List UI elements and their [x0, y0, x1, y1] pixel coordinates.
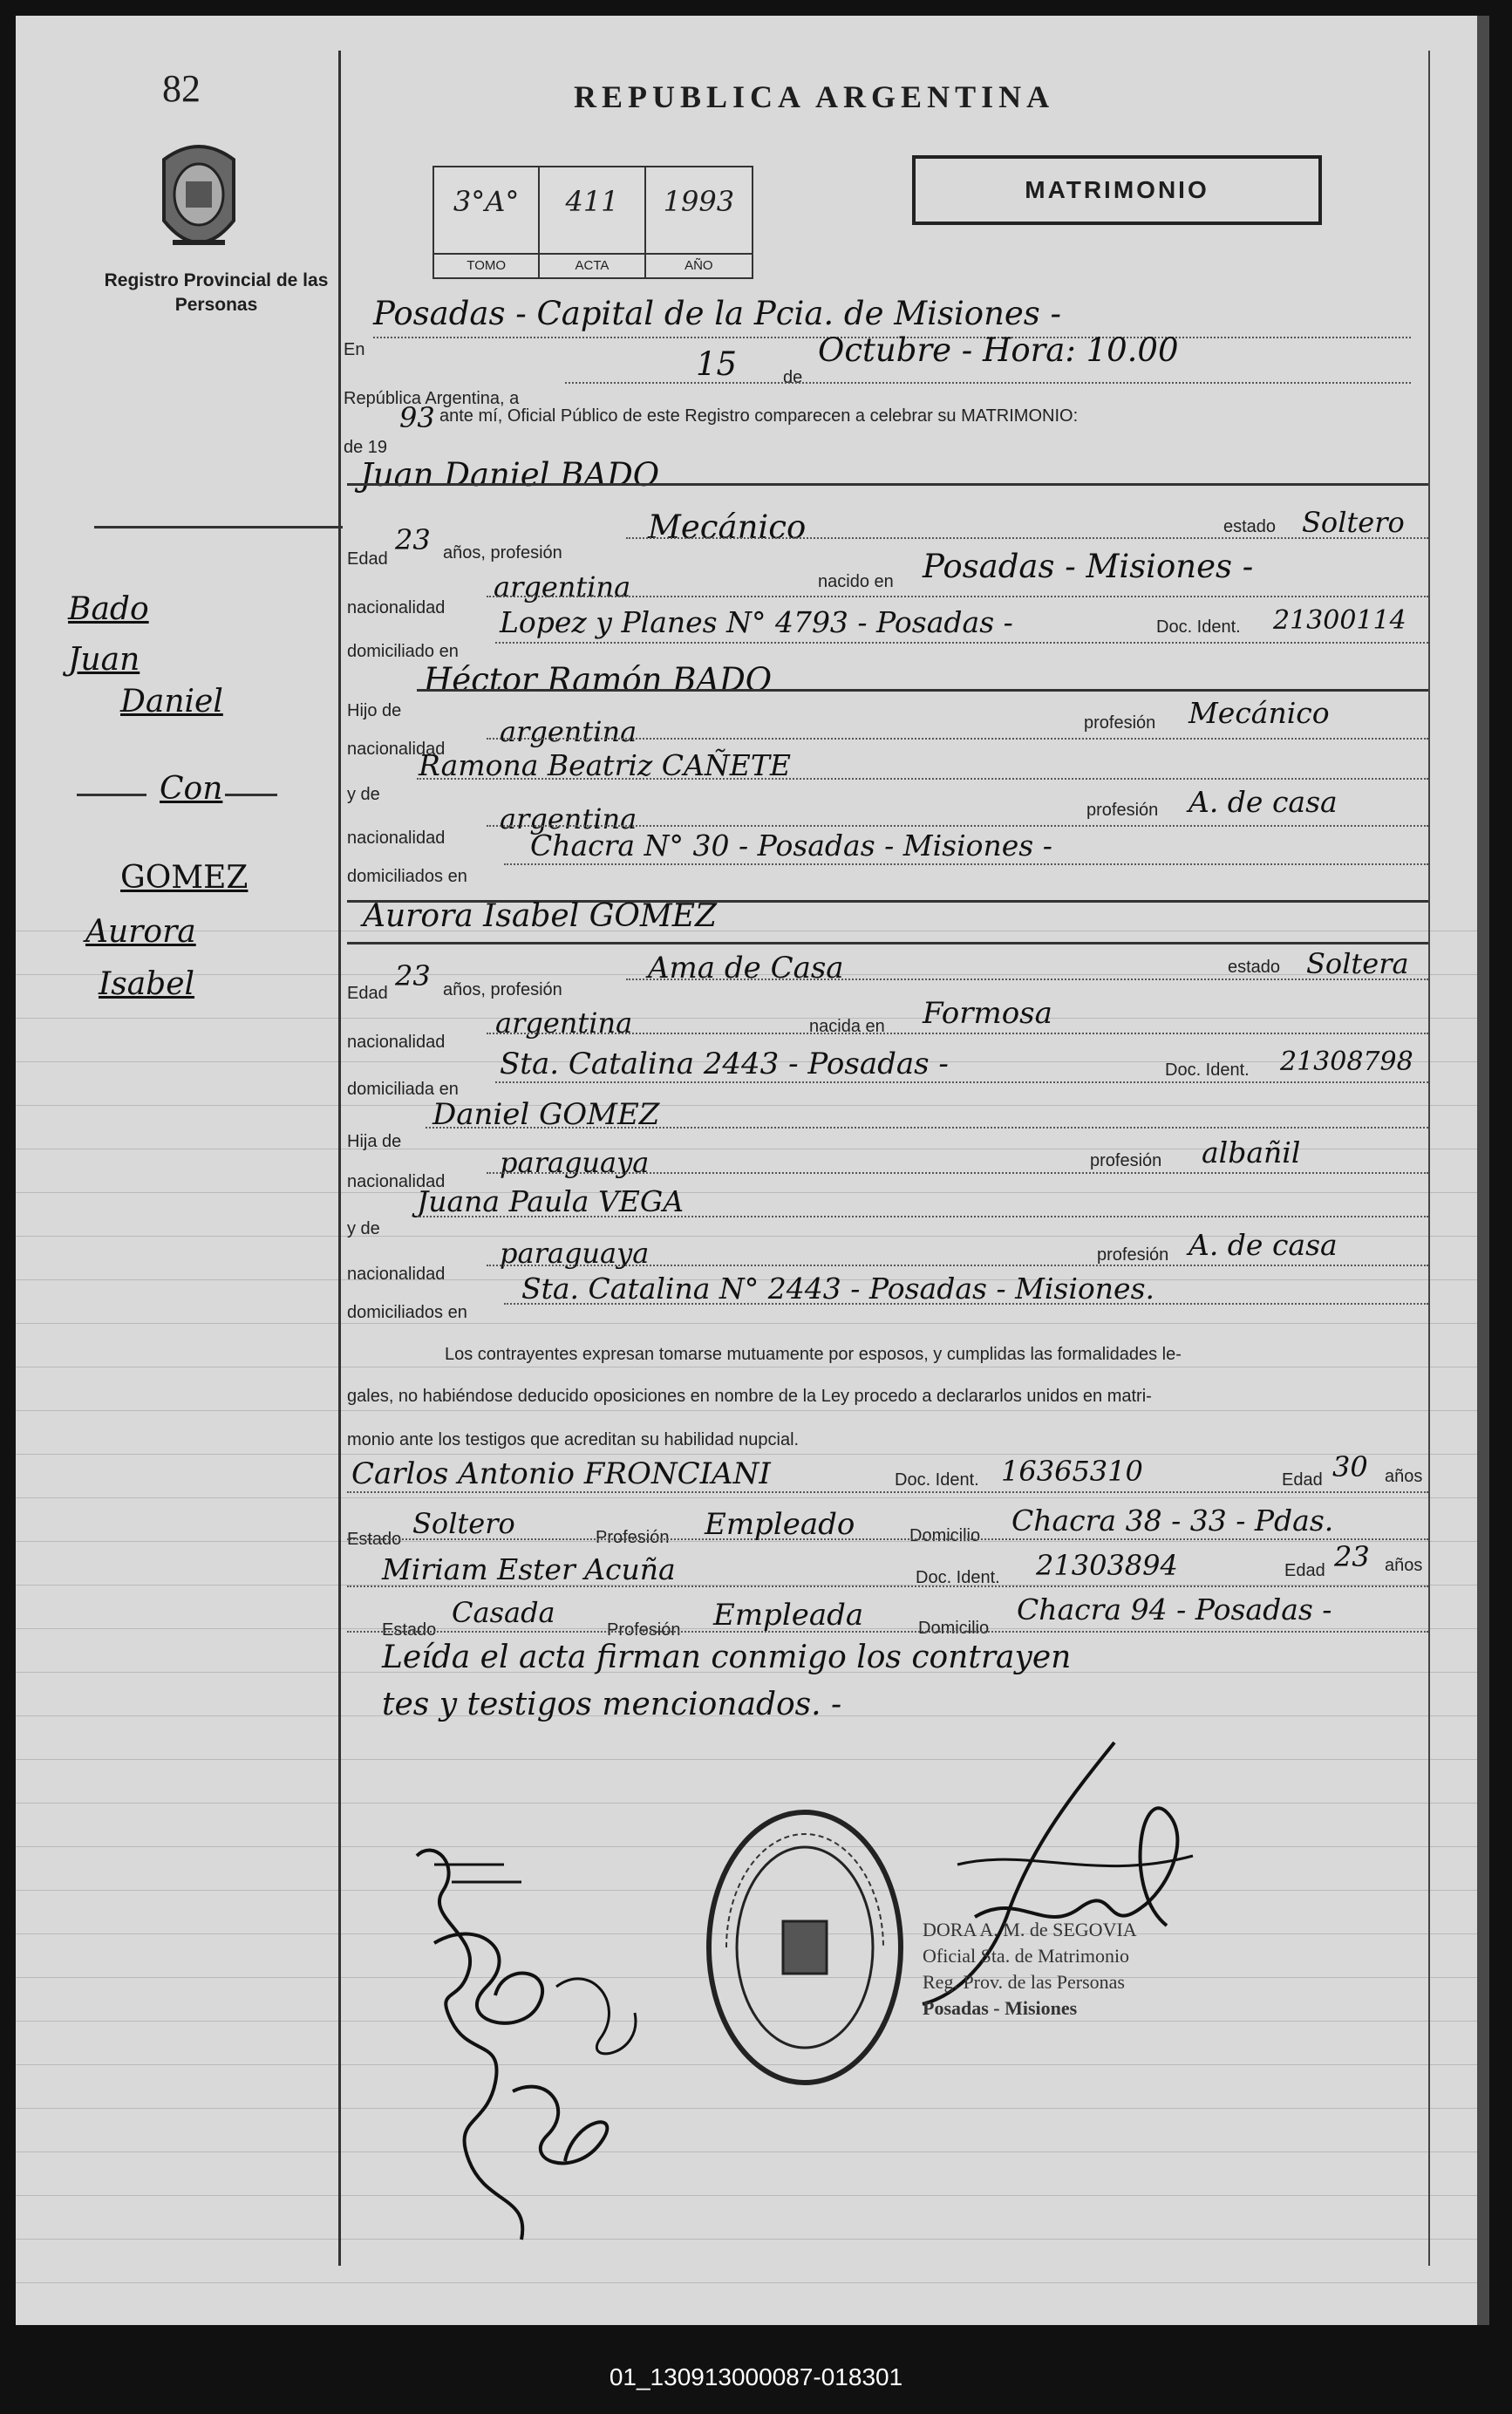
- groom-padre-nac: argentina: [500, 715, 637, 748]
- bride-name: Aurora Isabel GOMEZ: [363, 898, 718, 934]
- bride-edad: 23: [395, 959, 431, 992]
- place-value: Posadas - Capital de la Pcia. de Misiones -: [373, 295, 1062, 332]
- groom-profesion-label: años, profesión: [443, 543, 562, 563]
- official-line3: Reg. Prov. de las Personas: [923, 1971, 1125, 1993]
- margin-bride-given2: Isabel: [99, 966, 195, 1002]
- witness1-prof: Empleado: [705, 1507, 855, 1542]
- bride-profesion-line: [626, 979, 1428, 980]
- groom-nac-line: [487, 596, 1428, 597]
- bride-nacionalidad: argentina: [495, 1006, 633, 1040]
- intro-statement: ante mí, Oficial Público de este Registro comparecen a celebrar su MATRIMONIO:: [439, 406, 1079, 426]
- bride-madre-nac-label: nacionalidad: [347, 1265, 446, 1284]
- month-time-value: Octubre - Hora: 10.00: [818, 331, 1179, 369]
- margin-divider-line: [338, 51, 341, 2266]
- day-value: 15: [696, 345, 738, 383]
- groom-padres-dom: Chacra N° 30 - Posadas - Misiones -: [530, 829, 1052, 863]
- declaration-line1: Los contrayentes expresan tomarse mutuamente por esposos, y cumplidas las formalidades le-: [445, 1345, 1182, 1364]
- witness1-anos-label: años: [1385, 1467, 1423, 1486]
- tomo-cell: [434, 167, 540, 277]
- bride-dom-label: domiciliada en: [347, 1080, 459, 1099]
- bride-madre-nac-line: [487, 1265, 1428, 1266]
- bride-padres-dom-line: [504, 1303, 1428, 1305]
- acta-label: ACTA: [540, 253, 644, 277]
- right-margin-line: [1428, 51, 1430, 2266]
- bride-padre-prof-label: profesión: [1090, 1151, 1162, 1170]
- witness1-doc-label: Doc. Ident.: [895, 1470, 979, 1490]
- witness1-detail-line: [347, 1538, 1428, 1540]
- bride-edad-label: Edad: [347, 984, 388, 1003]
- acta-value: 411: [565, 185, 619, 218]
- witness2-name: Miriam Ester Acuña: [382, 1552, 676, 1586]
- groom-padres-dom-line: [504, 863, 1428, 865]
- bride-padre: Daniel GOMEZ: [432, 1097, 660, 1132]
- groom-dom-line: [495, 642, 1428, 644]
- witness2-edad: 23: [1334, 1540, 1370, 1573]
- groom-madre-nac-line: [487, 825, 1428, 827]
- bride-padres-dom-label: domiciliados en: [347, 1303, 467, 1322]
- bride-madre: Juana Paula VEGA: [417, 1184, 684, 1218]
- en-label: En: [344, 340, 365, 359]
- witness1-edad-label: Edad: [1282, 1470, 1323, 1490]
- tomo-label: TOMO: [434, 253, 538, 277]
- declaration-line3: monio ante los testigos que acreditan su habilidad nupcial.: [347, 1430, 800, 1449]
- republica-label: República Argentina, a: [344, 389, 520, 408]
- groom-madre: Ramona Beatriz CAÑETE: [419, 748, 791, 782]
- bride-dom-line: [495, 1081, 1428, 1083]
- witness2-estado-label: Estado: [382, 1620, 437, 1640]
- bride-estado: Soltera: [1306, 947, 1409, 980]
- tomo-value: 3°A°: [453, 185, 520, 218]
- witness2-edad-label: Edad: [1284, 1561, 1325, 1580]
- page-number: 82: [162, 67, 201, 110]
- bride-padres-dom: Sta. Catalina N° 2443 - Posadas - Misiones.: [521, 1272, 1154, 1306]
- groom-madre-nac-label: nacionalidad: [347, 829, 446, 848]
- bride-madre-nac: paraguaya: [500, 1237, 650, 1270]
- bride-nacida: Formosa: [923, 996, 1052, 1031]
- closing-line2: tes y testigos mencionados. -: [382, 1687, 842, 1722]
- witness1-prof-label: Profesión: [596, 1528, 670, 1547]
- ano-value: 1993: [663, 185, 735, 218]
- groom-yde-label: y de: [347, 785, 380, 804]
- groom-padre: Héctor Ramón BADO: [424, 661, 773, 699]
- witness1-edad: 30: [1332, 1450, 1368, 1483]
- groom-madre-prof: A. de casa: [1188, 785, 1338, 819]
- groom-edad-label: Edad: [347, 549, 388, 569]
- witness2-detail-line: [347, 1631, 1428, 1633]
- groom-doc-label: Doc. Ident.: [1156, 617, 1241, 637]
- party-signatures: [399, 1830, 687, 2266]
- bride-padre-nac-line: [487, 1172, 1428, 1174]
- official-line1: DORA A. M. de SEGOVIA: [923, 1919, 1137, 1940]
- ano-cell: [646, 167, 752, 277]
- official-line4: Posadas - Misiones: [923, 1997, 1078, 2019]
- witness2-dom-label: Domicilio: [918, 1619, 990, 1638]
- witness2-name-line: [347, 1585, 1428, 1587]
- witness1-estado-label: Estado: [347, 1530, 402, 1549]
- witness1-doc: 16365310: [1001, 1455, 1143, 1488]
- groom-profesion-line: [626, 537, 1428, 539]
- witness2-prof-label: Profesión: [607, 1620, 681, 1640]
- bride-doc-label: Doc. Ident.: [1165, 1060, 1250, 1080]
- de19-label: de 19: [344, 438, 388, 457]
- groom-padres-dom-label: domiciliados en: [347, 867, 467, 886]
- groom-edad: 23: [395, 523, 431, 556]
- witness2-anos-label: años: [1385, 1556, 1423, 1575]
- witness1-dom-label: Domicilio: [909, 1526, 981, 1545]
- margin-con-rule-right: [225, 794, 277, 796]
- margin-groom-given1: Juan: [68, 642, 140, 678]
- groom-estado: Soltero: [1302, 506, 1405, 539]
- country-heading: REPUBLICA ARGENTINA: [574, 79, 1055, 114]
- ano-label: AÑO: [646, 253, 752, 277]
- margin-bride-surname: GOMEZ: [120, 860, 249, 896]
- groom-nac-label: nacionalidad: [347, 598, 446, 617]
- official-line2: Oficial Sta. de Matrimonio: [923, 1945, 1130, 1967]
- witness1-domicilio: Chacra 38 - 33 - Pdas.: [1011, 1504, 1334, 1538]
- record-reference-box: [432, 166, 753, 279]
- groom-padre-prof-label: profesión: [1084, 713, 1156, 733]
- record-type-box: MATRIMONIO: [912, 155, 1322, 225]
- groom-doc: 21300114: [1273, 605, 1406, 636]
- groom-name-rule: [347, 483, 1428, 486]
- bride-profesion-label: años, profesión: [443, 980, 562, 999]
- witness2-doc: 21303894: [1036, 1549, 1178, 1582]
- bride-doc: 21308798: [1280, 1047, 1413, 1077]
- groom-madre-prof-label: profesión: [1086, 801, 1159, 820]
- bride-nac-line: [487, 1033, 1428, 1034]
- groom-madre-nac: argentina: [500, 802, 637, 835]
- witness1-name-line: [347, 1491, 1428, 1493]
- official-stamp-text: [923, 1917, 1137, 2022]
- registry-seal-icon: [700, 1804, 909, 2091]
- margin-groom-given2: Daniel: [120, 684, 223, 719]
- witness1-estado: Soltero: [412, 1507, 515, 1540]
- acta-cell: [540, 167, 645, 277]
- groom-nacionalidad: argentina: [494, 570, 631, 604]
- groom-padre-prof: Mecánico: [1188, 696, 1330, 730]
- image-id-caption: 01_130913000087-018301: [609, 2363, 903, 2390]
- bride-domicilio: Sta. Catalina 2443 - Posadas -: [500, 1047, 949, 1081]
- bride-madre-line: [417, 1216, 1428, 1217]
- groom-padre-nac-line: [487, 738, 1428, 740]
- bride-nac-label: nacionalidad: [347, 1033, 446, 1052]
- bride-hija-label: Hija de: [347, 1132, 402, 1151]
- margin-groom-surname: Bado: [68, 591, 149, 627]
- groom-domicilio: Lopez y Planes N° 4793 - Posadas -: [500, 605, 1013, 639]
- witness2-estado: Casada: [452, 1596, 555, 1629]
- margin-rule: [94, 526, 343, 528]
- year-value: 93: [399, 401, 435, 434]
- bride-estado-label: estado: [1228, 958, 1281, 977]
- closing-line1: Leída el acta firman conmigo los contrayen: [382, 1640, 1072, 1675]
- de-label: de: [783, 368, 803, 387]
- bride-madre-prof-label: profesión: [1097, 1245, 1169, 1265]
- bride-name-rule: [347, 942, 1428, 944]
- register-page: [16, 16, 1489, 2325]
- bride-profesion: Ama de Casa: [648, 951, 844, 985]
- bride-yde-label: y de: [347, 1219, 380, 1238]
- bride-padre-nac: paraguaya: [500, 1146, 650, 1179]
- provincial-crest-icon: [146, 133, 251, 264]
- groom-name: Juan Daniel BADO: [360, 456, 660, 494]
- bride-madre-prof: A. de casa: [1188, 1228, 1338, 1262]
- bride-padre-nac-label: nacionalidad: [347, 1172, 446, 1191]
- groom-profesion: Mecánico: [648, 508, 807, 546]
- bride-padre-prof: albañil: [1202, 1135, 1301, 1169]
- groom-nacido: Posadas - Misiones -: [923, 548, 1254, 585]
- groom-estado-label: estado: [1223, 517, 1277, 536]
- bride-nacida-label: nacida en: [809, 1017, 885, 1036]
- groom-dom-label: domiciliado en: [347, 642, 459, 661]
- groom-padre-nac-label: nacionalidad: [347, 740, 446, 759]
- groom-madre-line: [417, 778, 1428, 780]
- groom-padre-line: [417, 689, 1428, 692]
- groom-hijo-label: Hijo de: [347, 701, 402, 720]
- margin-con: Con: [160, 771, 223, 807]
- witness2-domicilio: Chacra 94 - Posadas -: [1017, 1592, 1332, 1626]
- witness2-prof: Empleada: [713, 1598, 864, 1633]
- registry-name: Registro Provincial de las Personas: [104, 270, 329, 315]
- bride-padre-line: [426, 1127, 1428, 1129]
- witness1-name: Carlos Antonio FRONCIANI: [351, 1456, 771, 1491]
- declaration-line2: gales, no habiéndose deducido oposiciones en nombre de la Ley procedo a declararlos unidos en matri-: [347, 1387, 1152, 1406]
- margin-bride-given1: Aurora: [85, 914, 196, 950]
- groom-nacido-label: nacido en: [818, 572, 894, 591]
- margin-con-rule-left: [77, 794, 146, 796]
- date-line: [565, 382, 1411, 384]
- witness2-doc-label: Doc. Ident.: [916, 1568, 1000, 1587]
